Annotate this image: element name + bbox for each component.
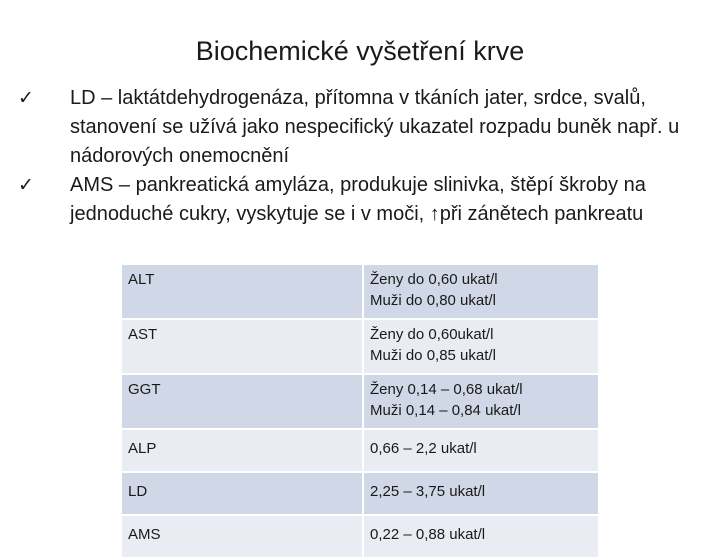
table-row xyxy=(121,515,599,558)
value-line: Muži do 0,80 ukat/l xyxy=(370,292,496,309)
bullet-text: AMS – pankreatická amyláza, produkuje slinivka, štěpí škroby na jednoduché cukry, vyskytuje se i v moči, ↑při zánětech pankreatu xyxy=(70,174,646,225)
bullet-item-ld xyxy=(18,84,708,171)
check-icon: ✓ xyxy=(18,175,34,196)
reference-ranges-table xyxy=(120,263,600,559)
bullet-item-ams xyxy=(18,171,708,229)
param-cell: AMS xyxy=(121,515,363,558)
value-line: 2,25 – 3,75 ukat/l xyxy=(370,483,486,500)
table-row xyxy=(121,319,599,374)
param-cell: GGT xyxy=(121,374,363,429)
slide-title: Biochemické vyšetření krve xyxy=(195,36,525,66)
value-cell xyxy=(363,319,599,374)
value-line: Muži do 0,85 ukat/l xyxy=(370,347,496,364)
param-cell: AST xyxy=(121,319,363,374)
value-cell xyxy=(363,429,599,472)
value-line: Muži 0,14 – 0,84 ukat/l xyxy=(370,402,521,419)
value-line: 0,66 – 2,2 ukat/l xyxy=(370,440,477,457)
value-cell xyxy=(363,515,599,558)
bullet-text: LD – laktátdehydrogenáza, přítomna v tkáních jater, srdce, svalů, stanovení se užívá jako nespecifický ukazatel rozpadu buněk např. u nádorových onemocnění xyxy=(70,87,680,167)
param-cell: ALT xyxy=(121,264,363,319)
value-line: Ženy 0,14 – 0,68 ukat/l xyxy=(370,381,523,398)
value-cell xyxy=(363,374,599,429)
param-cell: ALP xyxy=(121,429,363,472)
table-row xyxy=(121,264,599,319)
table-row xyxy=(121,472,599,515)
value-cell xyxy=(363,472,599,515)
bullet-list xyxy=(18,84,708,229)
value-line: 0,22 – 0,88 ukat/l xyxy=(370,526,486,543)
check-icon: ✓ xyxy=(18,88,34,109)
value-cell xyxy=(363,264,599,319)
value-line: Ženy do 0,60 ukat/l xyxy=(370,271,498,288)
value-line: Ženy do 0,60ukat/l xyxy=(370,326,494,343)
table-row xyxy=(121,429,599,472)
table-row xyxy=(121,374,599,429)
param-cell: LD xyxy=(121,472,363,515)
